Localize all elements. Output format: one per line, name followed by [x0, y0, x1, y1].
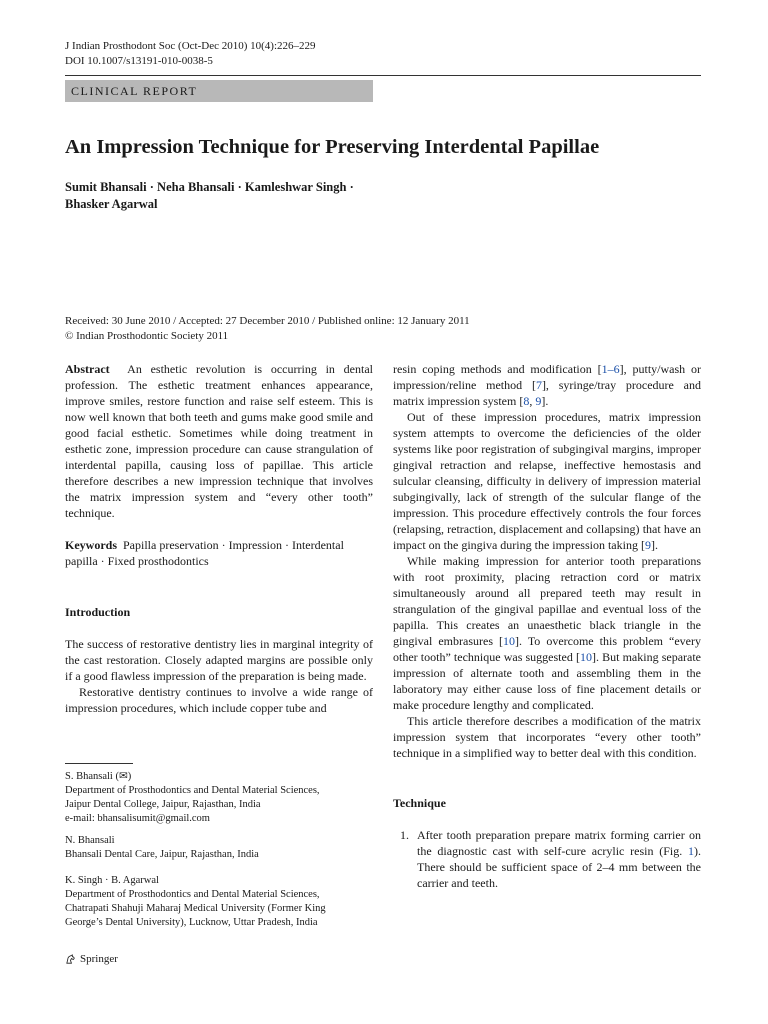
springer-horse-icon	[65, 954, 76, 965]
body-paragraph	[393, 409, 701, 553]
affiliation-names: S. Bhansali (✉)	[65, 771, 132, 782]
intro-paragraph-2: Restorative dentistry continues to involve a wide range of impression procedures, which include copper tube and	[65, 685, 373, 715]
affiliation-line: Department of Prosthodontics and Dental Material Sciences,	[65, 889, 320, 900]
intro-paragraph-1: The success of restorative dentistry lies in marginal integrity of the cast restoration. Closely adapted margins are possible only if a good flawless impression of the preparation is being made.	[65, 637, 373, 683]
keywords-text: Papilla preservation · Impression · Interdental papilla · Fixed prosthodontics	[65, 538, 344, 568]
affiliation-names: K. Singh · B. Agarwal	[65, 875, 159, 886]
step-number: 1.	[400, 828, 409, 842]
affiliation-names: N. Bhansali	[65, 835, 115, 846]
affiliation-line: George’s Dental University), Lucknow, Uttar Pradesh, India	[65, 917, 318, 928]
introduction-heading: Introduction	[65, 605, 131, 619]
text-run: After tooth preparation prepare matrix forming carrier on the diagnostic cast with self-cure acrylic resin (Fig.	[417, 828, 701, 858]
affiliation-2	[65, 834, 373, 862]
text-run: ]. But making separate impression of alternate tooth and assembling them in the laboratory may either cause loss of fine placement details or make procedure lengthy and complicated.	[393, 650, 702, 712]
citation-link[interactable]: 8	[523, 394, 530, 408]
text-run: ].	[541, 394, 549, 408]
affiliation-1	[65, 770, 373, 826]
journal-citation	[65, 39, 316, 69]
article-title: An Impression Technique for Preserving Interdental Papillae	[65, 136, 600, 158]
citation-link[interactable]: 9	[644, 538, 651, 552]
citation-link[interactable]: 7	[535, 378, 542, 392]
author-list: Sumit Bhansali · Neha Bhansali · Kamleshwar Singh · Bhasker Agarwal	[65, 180, 354, 211]
affiliation-email: e-mail: bhansalisumit@gmail.com	[65, 813, 210, 824]
body-paragraph	[393, 361, 701, 409]
affiliation-line: Department of Prosthodontics and Dental Material Sciences,	[65, 785, 320, 796]
citation-link[interactable]: 9	[535, 394, 542, 408]
text-run: ], putty/wash or impression/reline method [	[393, 362, 702, 392]
header-rule	[65, 75, 701, 76]
text-run: resin coping methods and modification [	[393, 362, 602, 376]
publication-history	[65, 314, 470, 344]
text-run: ].	[650, 538, 658, 552]
text-run: ,	[529, 394, 536, 408]
keywords	[65, 537, 373, 569]
affiliation-line: Jaipur Dental College, Jaipur, Rajasthan, India	[65, 799, 261, 810]
text-run: Out of these impression procedures, matrix impression system attempts to overcome the deficiencies of the older systems like poor registration of subgingival margins, improper gingival retraction and relapse, ineffective hemostasis and sulcular cleansing, difficulty in delivery of impression material subgingivally, lack of strength of the sulcular flange of the impression. This procedure effectively controls the four forces (relapsing, retraction, displacement and collapsing) that have an impact on the gingiva during the impression taking [	[393, 410, 701, 552]
affiliation-3	[65, 874, 373, 930]
step-text	[417, 827, 701, 891]
publisher-name: Springer	[80, 953, 118, 965]
citation-link[interactable]: 10	[579, 650, 592, 664]
abstract	[65, 361, 373, 521]
text-run: ). There should be sufficient space of 2–4 mm between the carrier and teeth.	[417, 844, 701, 890]
technique-heading: Technique	[393, 796, 446, 810]
citation-link[interactable]: 10	[503, 634, 516, 648]
doi-line: DOI 10.1007/s13191-010-0038-5	[65, 55, 213, 67]
affiliation-line: Bhansali Dental Care, Jaipur, Rajasthan, India	[65, 849, 259, 860]
body-paragraph	[393, 553, 701, 713]
article-type-banner: CLINICAL REPORT	[65, 80, 373, 102]
keywords-heading: Keywords	[65, 538, 117, 552]
right-column	[393, 361, 701, 891]
copyright-line: © Indian Prosthodontic Society 2011	[65, 330, 229, 342]
text-run: ]. To overcome this problem “every other tooth” technique was suggested [	[393, 634, 701, 664]
citation-link[interactable]: 1–6	[601, 362, 620, 376]
text-run: While making impression for anterior tooth preparations with root proximity, placing retraction cord or matrix simultaneously around all prepared teeth may result in strangulation of the gingival papillae and eventual loss of the papilla. This creates an unaesthetic black triangle in the gingival embrasures [	[393, 554, 701, 648]
affiliation-line: Chatrapati Shahuji Maharaj Medical University (Former King	[65, 903, 326, 914]
left-column	[65, 361, 373, 716]
figure-link[interactable]: 1	[688, 844, 694, 858]
body-paragraph: This article therefore describes a modification of the matrix impression system that incorporates “every other tooth” technique in a simplified way to better deal with this condition.	[393, 714, 701, 760]
received-dates: Received: 30 June 2010 / Accepted: 27 December 2010 / Published online: 12 January 2011	[65, 315, 470, 327]
text-run: ], syringe/tray procedure and matrix impression system [	[393, 378, 701, 408]
journal-line-1: J Indian Prosthodont Soc (Oct-Dec 2010) 10(4):226–229	[65, 40, 316, 52]
technique-step-1	[393, 827, 701, 891]
abstract-heading: Abstract	[65, 362, 110, 376]
abstract-text: An esthetic revolution is occurring in dental profession. The esthetic treatment enhances appearance, improve smiles, restore function and raise self esteem. This is now well known that both teeth and gums make good smile and good facial esthetic. Sometimes while doing treatment in esthetic zone, impression procedure can cause strangulation of interdental papilla, causing loss of papillae. This article therefore describes a new impression technique that involves the matrix impression system and “every other tooth” technique.	[65, 362, 373, 520]
footnote-rule	[65, 763, 133, 764]
publisher-footer	[65, 952, 118, 966]
